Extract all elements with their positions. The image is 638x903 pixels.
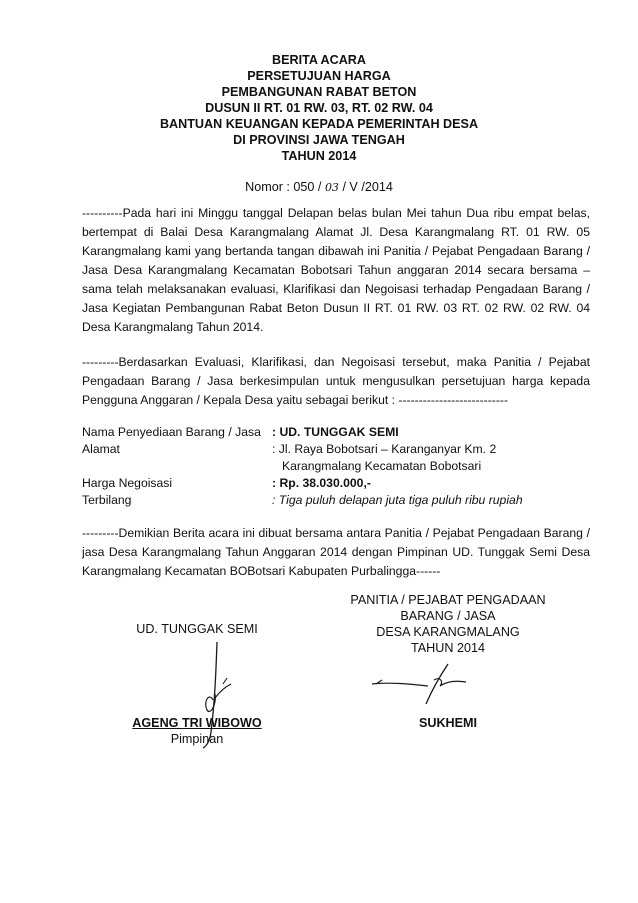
field-label-alamat: Alamat — [82, 442, 120, 456]
field-row-alamat-2 — [82, 458, 602, 475]
field-label-terbilang: Terbilang — [82, 493, 132, 507]
field-row-harga — [82, 475, 602, 492]
field-value-penyedia: : UD. TUNGGAK SEMI — [272, 425, 399, 439]
left-signatory-role: Pimpinan — [170, 732, 224, 746]
title-line-7: TAHUN 2014 — [281, 149, 357, 163]
title-line-2: PERSETUJUAN HARGA — [247, 69, 391, 83]
title-line-6: DI PROVINSI JAWA TENGAH — [233, 133, 405, 147]
paragraph-closing: ---------Demikian Berita acara ini dibuat bersama antara Panitia / Pejabat Pengadaan Barang / jasa Desa Karangmalang Tahun Anggaran 2014 dengan Pimpinan UD. Tunggak Semi Desa Karangmalang Kecamatan BOBotsari Kabupaten Purbalingga------ — [82, 526, 590, 578]
field-row-alamat — [82, 441, 602, 458]
nomor-suffix: /2014 — [361, 180, 393, 194]
right-org-line-2: BARANG / JASA — [400, 609, 496, 623]
field-label-penyedia: Nama Penyediaan Barang / Jasa — [82, 425, 261, 439]
title-line-1: BERITA ACARA — [272, 53, 366, 67]
field-value-harga: : Rp. 38.030.000,- — [272, 476, 371, 490]
nomor-middle: / V — [342, 180, 358, 194]
details-block — [82, 424, 602, 509]
right-signatory-org — [338, 592, 558, 656]
right-signatory-name: SUKHEMI — [418, 716, 478, 730]
right-org-line-4: TAHUN 2014 — [411, 641, 485, 655]
right-handwritten-signature — [370, 660, 480, 710]
left-signatory-name: AGENG TRI WIBOWO — [132, 716, 262, 730]
right-org-line-1: PANITIA / PEJABAT PENGADAAN — [350, 593, 546, 607]
field-value-alamat-1: : Jl. Raya Bobotsari – Karanganyar Km. 2 — [272, 442, 497, 456]
nomor-handwritten: 03 — [324, 181, 339, 194]
document-title — [0, 52, 638, 164]
title-line-5: BANTUAN KEUANGAN KEPADA PEMERINTAH DESA — [159, 117, 479, 131]
field-row-terbilang — [82, 492, 602, 509]
title-line-4: DUSUN II RT. 01 RW. 03, RT. 02 RW. 04 — [205, 101, 433, 115]
paragraph-opening: ----------Pada hari ini Minggu tanggal Delapan belas bulan Mei tahun Dua ribu empat belas, bertempat di Balai Desa Karangmalang Alamat Jl. Desa Karangmalang RT. 01 RW. 05 Karangmalang kami yang bertanda tangan dibawah ini Panitia / Pejabat Pengadaan Barang / Jasa Desa Karangmalang Kecamatan Bobotsari Tahun anggaran 2014 secara bersama – sama telah melaksanakan evaluasi, Klarifikasi dan Negoisasi terhadap Pengadaan Barang / Jasa Kegiatan Pembangunan Rabat Beton Dusun II RT. 01 RW. 03 RT. 02 RW. 02 RW. 04 Desa Karangmalang Tahun 2014. — [82, 206, 590, 334]
field-label-harga: Harga Negoisasi — [82, 476, 173, 490]
paragraph-conclusion: ---------Berdasarkan Evaluasi, Klarifikasi, dan Negoisasi tersebut, maka Panitia / Pejabat Pengadaan Barang / Jasa berkesimpulan untuk mengusulkan persetujuan harga kepada Pengguna Anggaran / Kepala Desa yaitu sebagai berikut : --------------------------- — [82, 355, 590, 407]
title-line-3: PEMBANGUNAN RABAT BETON — [221, 85, 417, 99]
field-value-alamat-2: Karangmalang Kecamatan Bobotsari — [282, 459, 482, 473]
nomor-prefix: Nomor : 050 / — [245, 180, 322, 194]
document-number — [0, 180, 638, 194]
field-value-terbilang: : Tiga puluh delapan juta tiga puluh ribu rupiah — [272, 493, 523, 507]
field-row-penyedia — [82, 424, 602, 441]
right-org-line-3: DESA KARANGMALANG — [376, 625, 520, 639]
left-signatory-org: UD. TUNGGAK SEMI — [136, 622, 258, 636]
